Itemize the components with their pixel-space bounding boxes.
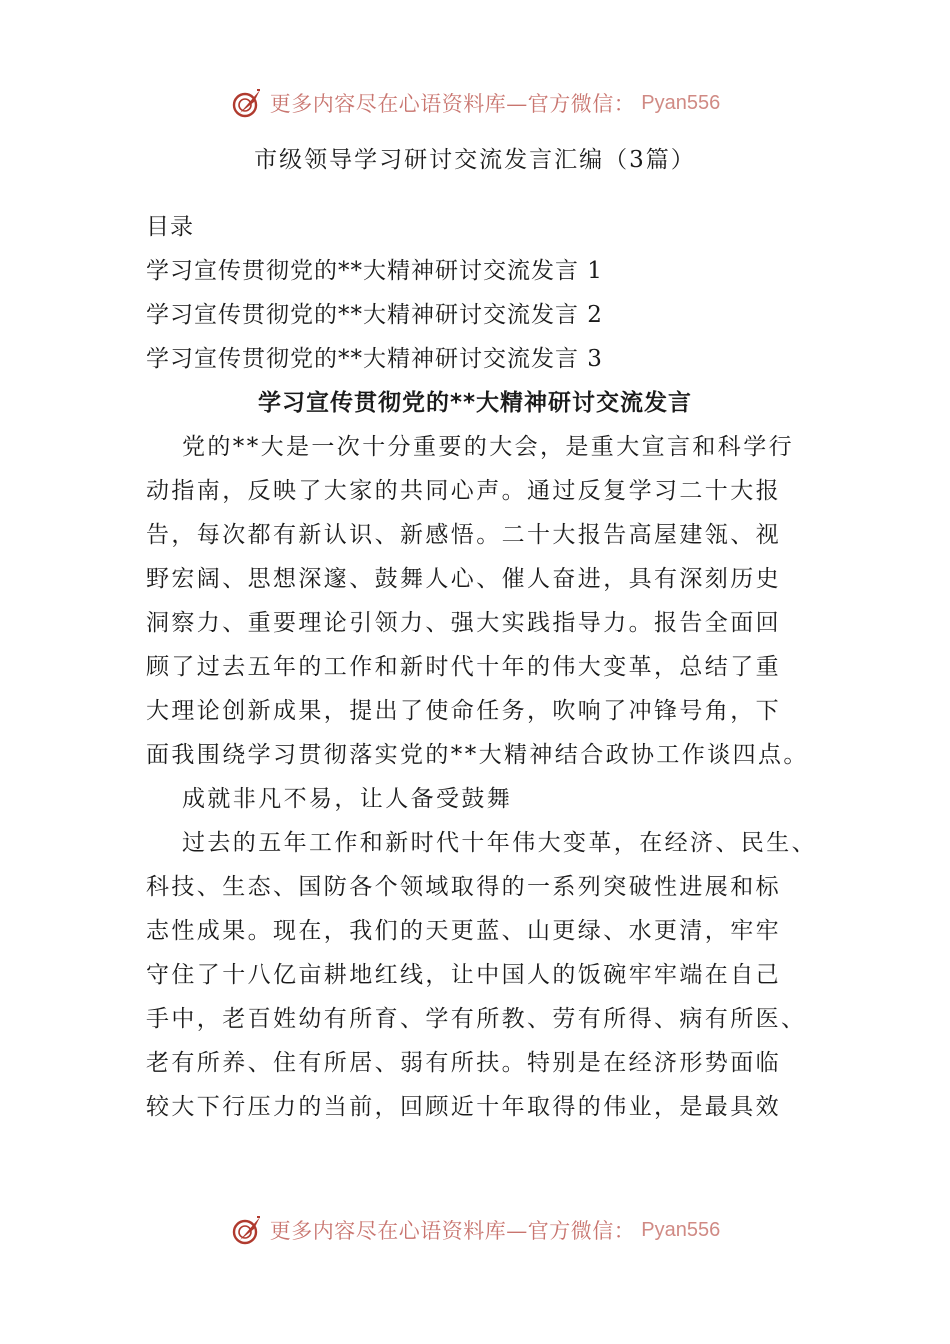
quill-logo-icon [230, 86, 264, 120]
paragraph-line: 老有所养、住有所居、弱有所扶。特别是在经济形势面临 [146, 1050, 781, 1076]
section-heading: 学习宣传贯彻党的**大精神研讨交流发言 [257, 390, 693, 416]
paragraph-line: 过去的五年工作和新时代十年伟大变革，在经济、民生、 [182, 830, 817, 856]
quill-logo-icon [230, 1213, 264, 1247]
table-of-contents [146, 205, 826, 381]
paragraph-line: 动指南，反映了大家的共同心声。通过反复学习二十大报 [146, 478, 781, 504]
subheading-line: 成就非凡不易，让人备受鼓舞 [182, 786, 513, 812]
toc-heading: 目录 [146, 214, 194, 240]
paragraph-line: 较大下行压力的当前，回顾近十年取得的伟业，是最具效 [146, 1094, 781, 1120]
paragraph-line: 顾了过去五年的工作和新时代十年的伟大变革，总结了重 [146, 654, 781, 680]
paragraph-line: 党的**大是一次十分重要的大会，是重大宣言和科学行 [182, 434, 794, 460]
paragraph-line: 面我围绕学习贯彻落实党的**大精神结合政协工作谈四点。 [146, 742, 809, 768]
paragraph-line: 手中，老百姓幼有所育、学有所教、劳有所得、病有所医、 [146, 1006, 807, 1032]
paragraph-line: 大理论创新成果，提出了使命任务，吹响了冲锋号角，下 [146, 698, 781, 724]
banner-wechat-id: Pyan556 [641, 1218, 721, 1241]
document-body [146, 425, 826, 1129]
paragraph-line: 洞察力、重要理论引领力、强大实践指导力。报告全面回 [146, 610, 781, 636]
footer-banner [0, 1210, 950, 1250]
toc-item[interactable]: 学习宣传贯彻党的**大精神研讨交流发言 1 [146, 258, 603, 284]
toc-item[interactable]: 学习宣传贯彻党的**大精神研讨交流发言 3 [146, 346, 603, 372]
banner-text: 更多内容尽在心语资料库—官方微信： [269, 92, 636, 116]
paragraph-line: 志性成果。现在，我们的天更蓝、山更绿、水更清，牢牢 [146, 918, 781, 944]
banner-text: 更多内容尽在心语资料库—官方微信： [269, 1219, 636, 1243]
banner-wechat-id: Pyan556 [641, 91, 721, 114]
toc-item[interactable]: 学习宣传贯彻党的**大精神研讨交流发言 2 [146, 302, 603, 328]
document-title: 市级领导学习研讨交流发言汇编（3篇） [254, 147, 696, 173]
paragraph-line: 野宏阔、思想深邃、鼓舞人心、催人奋进，具有深刻历史 [146, 566, 781, 592]
paragraph-line: 守住了十八亿亩耕地红线，让中国人的饭碗牢牢端在自己 [146, 962, 781, 988]
paragraph-line: 科技、生态、国防各个领域取得的一系列突破性进展和标 [146, 874, 781, 900]
paragraph-line: 告，每次都有新认识、新感悟。二十大报告高屋建瓴、视 [146, 522, 781, 548]
header-banner [0, 83, 950, 123]
